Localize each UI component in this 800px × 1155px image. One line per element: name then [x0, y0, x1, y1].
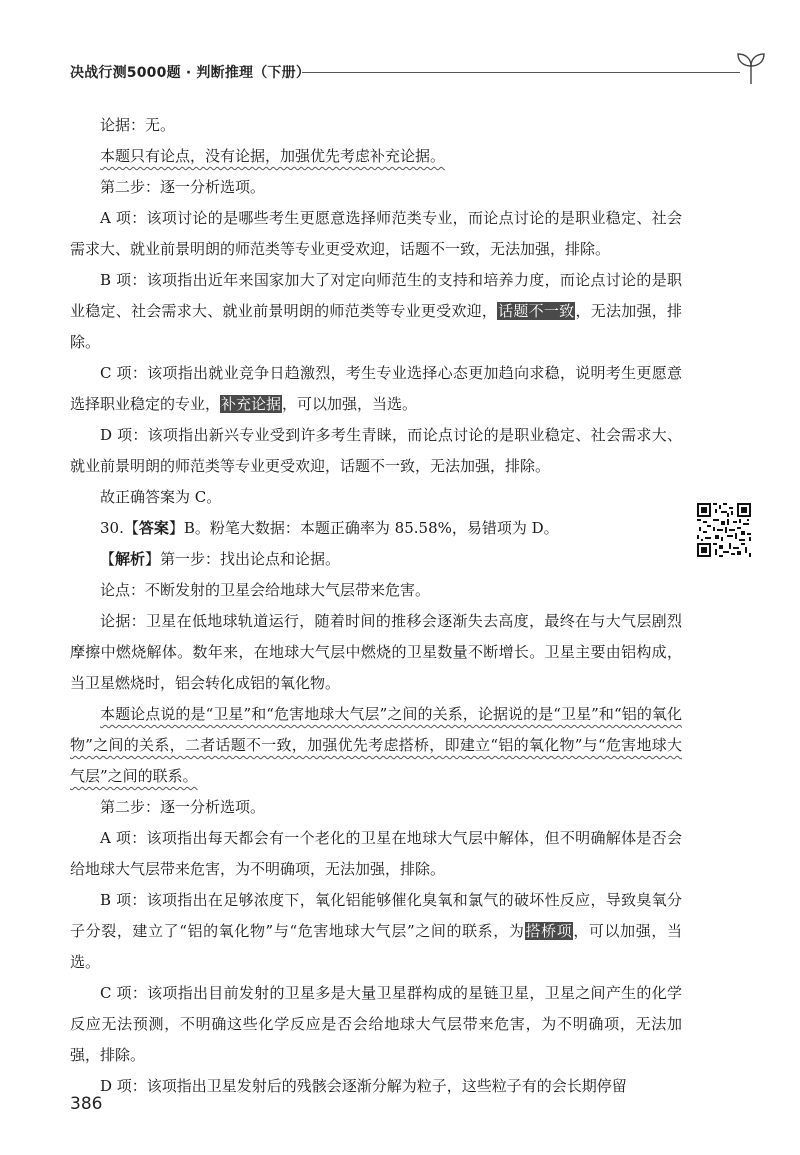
highlight-supplement-evidence: 补充论据 — [221, 395, 282, 413]
highlight-topic-mismatch: 话题不一致 — [498, 302, 575, 320]
paragraph-option-c-2: C 项：该项指出目前发射的卫星多是大量卫星群构成的星链卫星，卫星之间产生的化学反应无法预测，不明确这些化学反应是否会给地球大气层带来危害，为不明确项，无法加强，排除。 — [70, 984, 682, 1064]
paragraph-question-30-answer — [70, 513, 682, 544]
option-b-2-text-end: ，可以加强，当选。 — [70, 922, 682, 971]
paragraph-step-two-1: 第二步：逐一分析选项。 — [100, 178, 266, 196]
answer-label: 答案 — [138, 519, 169, 537]
paragraph-evidence-none: 论据：无。 — [100, 116, 176, 134]
option-c-1-text-end: ，可以加强，当选。 — [282, 395, 418, 413]
paragraph-key-point-1: 本题只有论点，没有论据，加强优先考虑补充论据。 — [100, 147, 446, 165]
paragraph-step-two-2: 第二步：逐一分析选项。 — [100, 798, 266, 816]
analysis-text: 】第一步：找出论点和论据。 — [145, 550, 341, 568]
solution-text — [70, 110, 682, 1102]
analysis-prefix: 【 — [100, 550, 116, 568]
qr-code-icon — [697, 503, 751, 557]
sprout-icon — [734, 46, 768, 86]
option-b-2-text: B 项：该项指出在足够浓度下，氧化铝能够催化臭氧和氯气的破坏性反应，导致臭氧分子分裂，建立了“铝的氧化物”与“危害地球大气层”之间的联系，为 — [70, 891, 682, 940]
paragraph-option-d-2: D 项：该项指出卫星发射后的残骸会逐渐分解为粒子，这些粒子有的会长期停留 — [100, 1077, 627, 1095]
header-rule — [302, 72, 740, 73]
option-c-1-text: C 项：该项指出就业竞争日趋激烈，考生专业选择心态更加趋向求稳，说明考生更愿意选择职业稳定的专业， — [70, 364, 682, 413]
answer-prefix: 30.【 — [100, 519, 139, 537]
paragraph-option-b-2 — [70, 885, 682, 978]
running-header — [70, 60, 770, 90]
paragraph-option-d-1: D 项：该项指出新兴专业受到许多考生青睐，而论点讨论的是职业稳定、社会需求大、就业前景明朗的师范类等专业更受欢迎，话题不一致，无法加强，排除。 — [70, 426, 682, 475]
highlight-bridge-option: 搭桥项 — [525, 922, 573, 940]
paragraph-option-c-1 — [70, 358, 682, 420]
paragraph-evidence: 论据：卫星在低地球轨道运行，随着时间的推移会逐渐失去高度，最终在与大气层剧烈摩擦中燃烧解体。数年来，在地球大气层中燃烧的卫星数量不断增长。卫星主要由铝构成，当卫星燃烧时，铝会转化成铝的氧化物。 — [70, 612, 682, 692]
book-title: 决战行测5000题 · 判断推理（下册） — [70, 65, 311, 81]
answer-text: 】B。粉笔大数据：本题正确率为 85.58%，易错项为 D。 — [168, 519, 559, 537]
analysis-label: 解析 — [115, 550, 146, 568]
option-b-1-text: B 项：该项指出近年来国家加大了对定向师范生的支持和培养力度，而论点讨论的是职业稳定、社会需求大、就业前景明朗的师范类等专业更受欢迎， — [70, 271, 682, 320]
paragraph-option-a-2: A 项：该项指出每天都会有一个老化的卫星在地球大气层中解体，但不明确解体是否会给地球大气层带来危害，为不明确项，无法加强，排除。 — [70, 829, 682, 878]
paragraph-analysis-start — [70, 544, 682, 575]
paragraph-answer-1: 故正确答案为 C。 — [100, 488, 222, 506]
paragraph-argument: 论点：不断发射的卫星会给地球大气层带来危害。 — [100, 581, 431, 599]
paragraph-option-a-1: A 项：该项讨论的是哪些考生更愿意选择师范类专业，而论点讨论的是职业稳定、社会需求大、就业前景明朗的师范类等专业更受欢迎，话题不一致，无法加强，排除。 — [70, 209, 682, 258]
option-b-1-text-end: ，无法加强，排除。 — [70, 302, 682, 351]
page-number: 386 — [70, 1094, 103, 1114]
paragraph-option-b-1 — [70, 265, 682, 358]
paragraph-key-point-2: 本题论点说的是“卫星”和“危害地球大气层”之间的关系，论据说的是“卫星”和“铝的氧化物”之间的关系，二者话题不一致，加强优先考虑搭桥，即建立“铝的氧化物”与“危害地球大气层”之间的联系。 — [70, 705, 682, 785]
